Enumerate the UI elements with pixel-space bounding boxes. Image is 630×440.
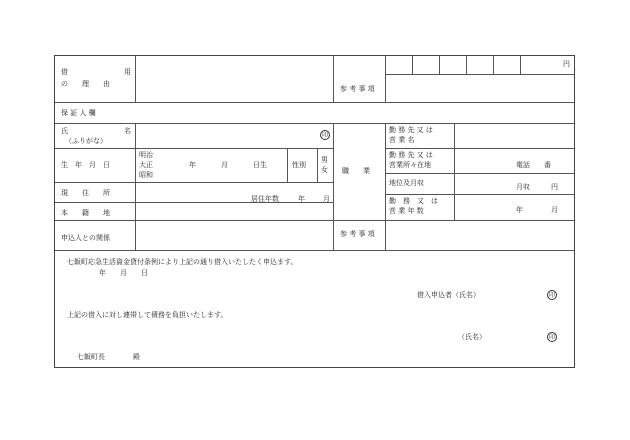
remarks-label: 参 考 事 項 — [340, 85, 375, 93]
amount-unit: 円 — [563, 60, 570, 68]
rule — [55, 250, 574, 251]
workplace-label-2: 営業所々在地 — [389, 161, 431, 169]
gender-male: 男 — [321, 156, 328, 164]
phone-label: 電話 番 — [516, 161, 551, 169]
rule — [385, 74, 574, 75]
remarks-label-2: 参 考 事 項 — [340, 230, 375, 238]
borrow-reason-label: 借 用 — [61, 68, 131, 76]
month-label: 月 — [323, 195, 330, 203]
address-label: 現 住 所 — [61, 189, 110, 197]
employer-label-2: 営 業 名 — [389, 136, 415, 144]
rule — [333, 123, 334, 250]
occupation-label: 職 業 — [342, 167, 370, 175]
year-label: 年 — [298, 195, 305, 203]
rule — [55, 123, 574, 124]
rule — [439, 56, 440, 74]
rule — [317, 148, 318, 182]
furigana-label: （ふりがな） — [65, 137, 107, 145]
rule — [385, 148, 574, 149]
monthly-income-label: 月収 円 — [516, 183, 558, 191]
addressee-line: 七飯町長 殿 — [77, 353, 140, 361]
rule — [493, 56, 494, 74]
day-born-label: 日生 — [253, 161, 267, 169]
relation-label: 申込人との関係 — [61, 234, 110, 242]
rule — [55, 220, 574, 221]
seal-mark: 印 — [321, 132, 328, 139]
rule — [385, 56, 386, 102]
years-residence-label: 居住年数 — [251, 195, 279, 203]
gender-female: 女 — [321, 166, 328, 174]
date-line: 年 月 日 — [99, 269, 148, 277]
rule — [466, 56, 467, 74]
applicant-seal: 印 — [548, 292, 555, 299]
guarantor-name-label: （氏名） — [458, 333, 486, 341]
workplace-label-1: 勤 務 先 又 は — [389, 151, 433, 159]
month-label: 月 — [221, 161, 228, 169]
application-statement: 七飯町応急生活資金貸付条例により上記の通り借入いたしたく申込ます。 — [67, 258, 298, 266]
borrow-reason-label-2: の 理 由 — [61, 80, 110, 88]
rule — [333, 56, 334, 102]
rule — [287, 148, 288, 182]
rule — [55, 102, 574, 103]
registered-domicile-label: 本 籍 地 — [61, 209, 110, 217]
rule — [385, 123, 386, 250]
rule — [135, 123, 136, 250]
rule — [454, 123, 455, 220]
service-years-label-2: 営 業 年 数 — [389, 207, 424, 215]
applicant-name-label: 借入申込者（氏名） — [417, 291, 480, 299]
rule — [520, 56, 521, 74]
name-label: 氏 名 — [61, 127, 131, 135]
year-month-label: 年 月 — [516, 206, 558, 214]
guarantee-statement: 上記の借入に対し連帯して債務を負担いたします。 — [67, 311, 228, 319]
birthdate-label: 生 年 月 日 — [61, 161, 110, 169]
loan-application-form — [54, 55, 575, 368]
rule — [55, 182, 333, 183]
rule — [385, 173, 574, 174]
year-label: 年 — [189, 161, 196, 169]
rule — [385, 194, 574, 195]
era-showa: 昭和 — [139, 171, 153, 179]
gender-label: 性別 — [292, 161, 306, 169]
guarantor-header: 保 証 人 欄 — [61, 109, 96, 117]
rule — [412, 56, 413, 74]
employer-label-1: 勤 務 先 又 は — [389, 126, 433, 134]
rule — [55, 202, 333, 203]
position-income-label: 地位及月収 — [389, 179, 424, 187]
service-years-label-1: 勤 務 又 は — [389, 197, 438, 205]
era-meiji: 明治 — [139, 151, 153, 159]
era-taisho: 大正 — [139, 161, 153, 169]
rule — [55, 148, 333, 149]
rule — [135, 56, 136, 102]
guarantor-seal: 印 — [548, 334, 555, 341]
